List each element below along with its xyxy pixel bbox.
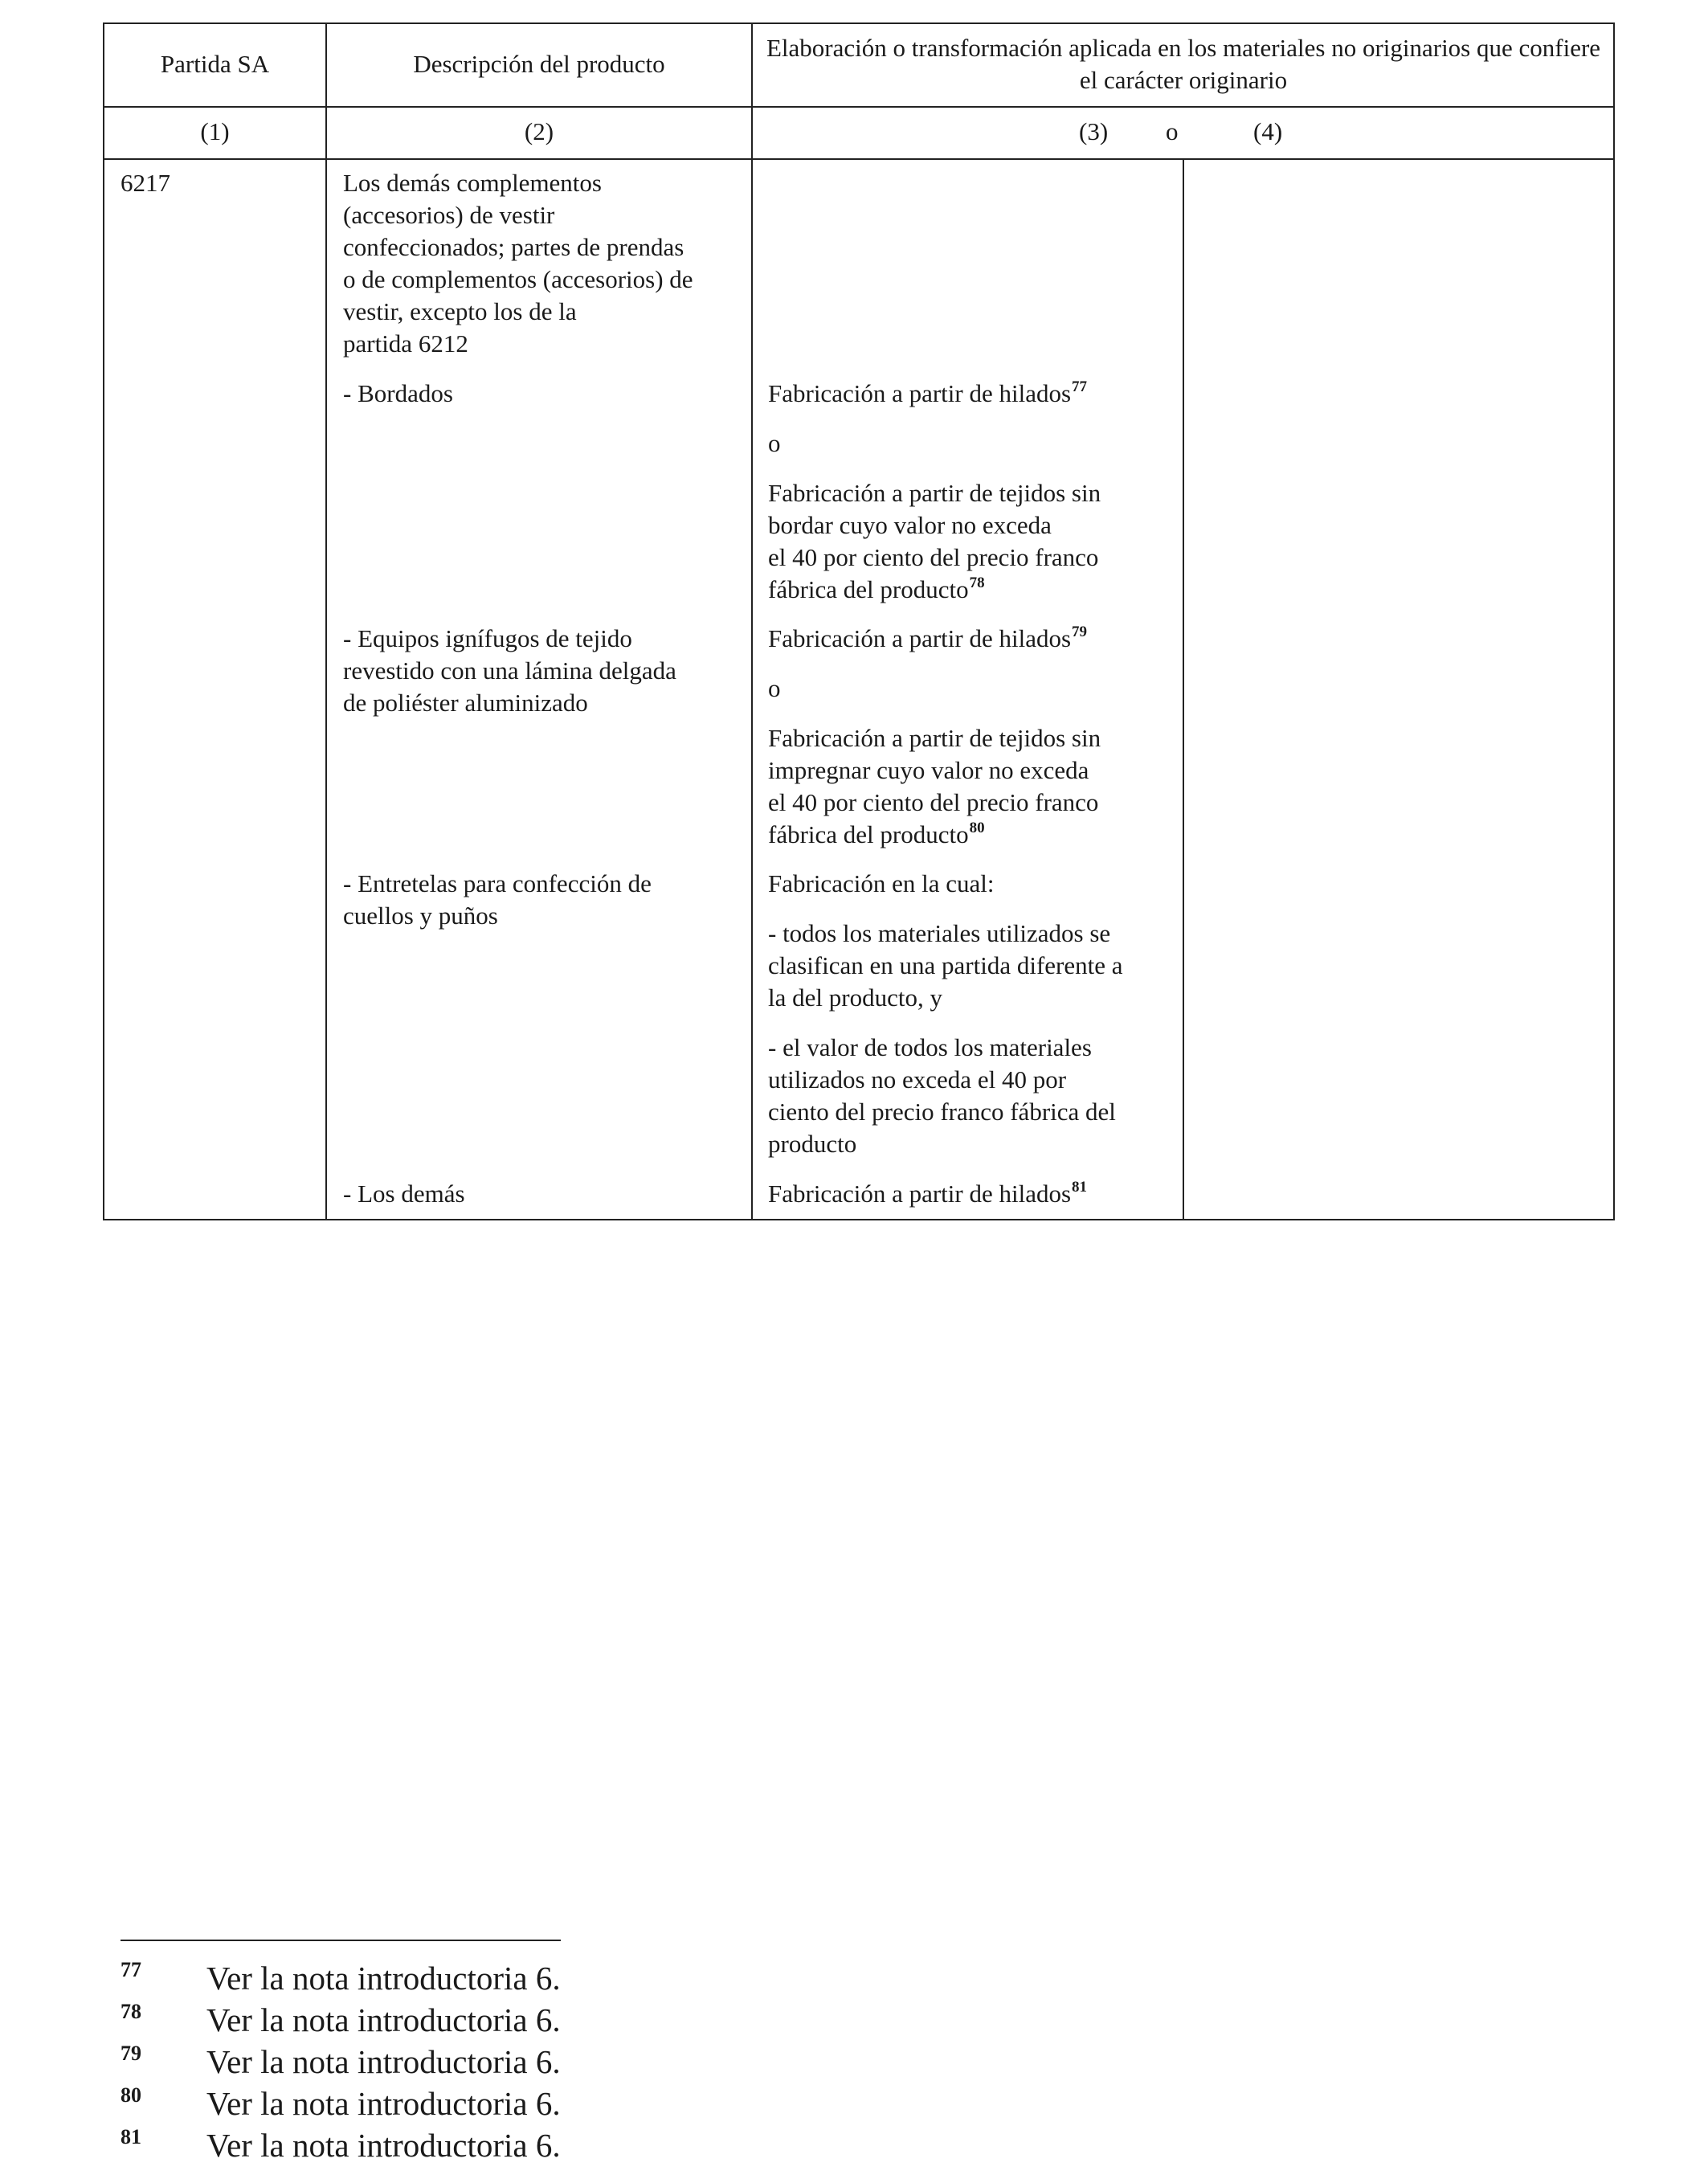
rule-or: o [768, 429, 781, 457]
footnote-ref[interactable]: 81 [1072, 1179, 1088, 1196]
description-line: o de complementos (accesorios) de [343, 265, 693, 293]
description-line: confeccionados; partes de prendas [343, 233, 684, 261]
rule-item-line: ciento del precio franco fábrica del [768, 1098, 1116, 1126]
rule-b-line [768, 819, 985, 855]
column-divider-3-4 [1183, 158, 1184, 1220]
footnote-text: Ver la nota introductoria 6. [206, 1960, 561, 1997]
rule-a: Fabricación a partir de hilados [768, 379, 1072, 407]
footnote-number: 77 [121, 1958, 141, 1981]
header-partida-sa: Partida SA [160, 50, 270, 78]
footnote-text: Ver la nota introductoria 6. [206, 2085, 561, 2122]
hs-code: 6217 [121, 169, 170, 197]
column-divider-1-2 [325, 22, 327, 1220]
rule-b-line: Fabricación a partir de tejidos sin [768, 724, 1101, 752]
row-description: - Los demás [343, 1179, 465, 1208]
rule-a: Fabricación a partir de hilados [768, 1179, 1072, 1208]
footnote-ref[interactable]: 77 [1072, 378, 1088, 395]
rule-item-line: clasifican en una partida diferente a [768, 951, 1123, 979]
footnote-text: Ver la nota introductoria 6. [206, 2127, 561, 2164]
footnote-number: 79 [121, 2042, 141, 2065]
table-border-bottom [103, 1219, 1615, 1220]
row-description: revestido con una lámina delgada [343, 656, 676, 685]
rule-intro: Fabricación en la cual: [768, 869, 995, 897]
footnote-text: Ver la nota introductoria 6. [206, 2001, 561, 2038]
rules-of-origin-table [103, 22, 1615, 1220]
rule-item-line: - todos los materiales utilizados se [768, 919, 1111, 947]
rule-item-line: utilizados no exceda el 40 por [768, 1065, 1067, 1094]
description-line: (accesorios) de vestir [343, 201, 555, 229]
row-description: cuellos y puños [343, 901, 498, 930]
header-row-divider [103, 106, 1615, 108]
rule-text [768, 378, 1087, 414]
rule-text [768, 1178, 1087, 1214]
rule-b-line: el 40 por ciento del precio franco [768, 543, 1099, 571]
rule-b-line [768, 574, 985, 610]
column-number-4: (4) [1253, 117, 1283, 145]
footnote-number: 78 [121, 2000, 141, 2023]
description-line: partida 6212 [343, 329, 468, 358]
rule-b-last: fábrica del producto [768, 575, 969, 603]
rule-b-line: bordar cuyo valor no exceda [768, 511, 1052, 539]
rule-b-line: impregnar cuyo valor no exceda [768, 756, 1089, 784]
number-row-divider [103, 158, 1615, 160]
rule-item-line: - el valor de todos los materiales [768, 1033, 1092, 1061]
rule-a: Fabricación a partir de hilados [768, 624, 1072, 652]
footnote-separator [121, 1940, 561, 1941]
row-description: de poliéster aluminizado [343, 689, 588, 717]
column-number-or: o [1166, 117, 1179, 145]
table-border-right [1613, 22, 1615, 1220]
rule-item-line: la del producto, y [768, 983, 942, 1012]
table-border-left [103, 22, 104, 1220]
header-elaboracion: Elaboración o transformación aplicada en los materiales no originarios que confiere el carácter originario [766, 34, 1601, 94]
rule-or: o [768, 674, 781, 702]
column-number-1: (1) [200, 117, 230, 145]
header-descripcion: Descripción del producto [413, 50, 665, 78]
footnote-ref[interactable]: 78 [969, 574, 985, 591]
column-divider-2-3 [751, 22, 753, 1220]
rule-b-line: Fabricación a partir de tejidos sin [768, 479, 1101, 507]
description-line: vestir, excepto los de la [343, 297, 577, 325]
footnote-text: Ver la nota introductoria 6. [206, 2043, 561, 2080]
rule-b-last: fábrica del producto [768, 820, 969, 848]
row-description: - Entretelas para confección de [343, 869, 652, 897]
rule-text [768, 623, 1087, 659]
rule-b-line: el 40 por ciento del precio franco [768, 788, 1099, 816]
column-number-3: (3) [1079, 117, 1109, 145]
footnote-ref[interactable]: 80 [969, 820, 985, 836]
rule-item-line: producto [768, 1130, 857, 1158]
footnote-number: 81 [121, 2125, 141, 2148]
row-description: - Equipos ignífugos de tejido [343, 624, 632, 652]
column-number-2: (2) [524, 117, 554, 145]
row-description: - Bordados [343, 379, 453, 407]
footnote-ref[interactable]: 79 [1072, 623, 1088, 640]
description-line: Los demás complementos [343, 169, 602, 197]
footnote-number: 80 [121, 2083, 141, 2107]
table-border-top [103, 22, 1615, 24]
